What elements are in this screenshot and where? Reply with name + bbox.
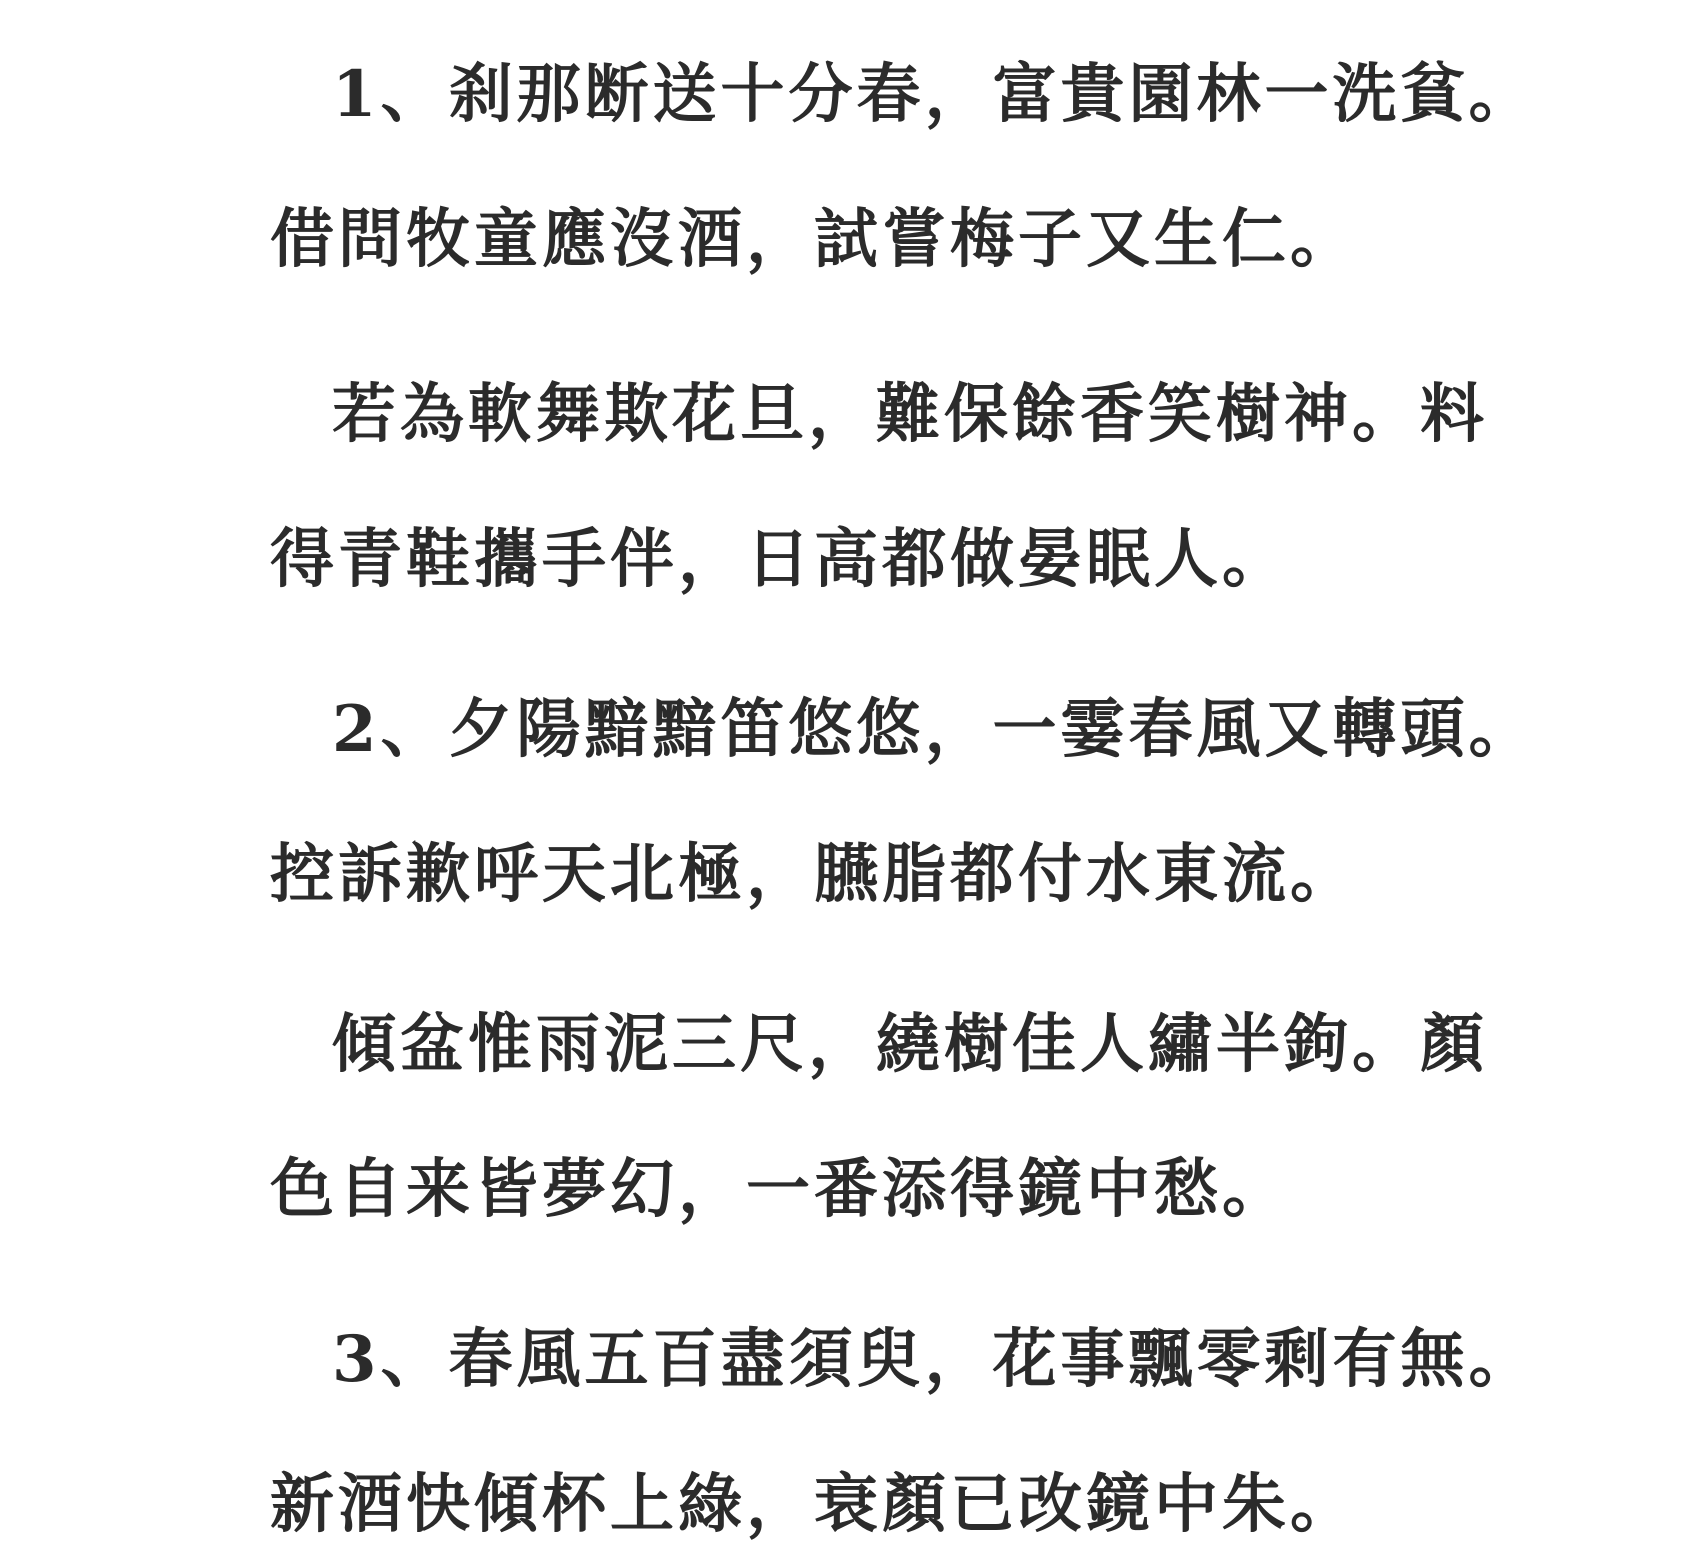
- poem-1-line-2: 借問牧童應沒酒，試嘗梅子又生仁。: [270, 202, 1358, 277]
- poem-1b-line-2: 得青鞋攜手伴，日高都做晏眠人。: [270, 522, 1290, 597]
- poem-2b-line-2: 色自来皆夢幻，一番添得鏡中愁。: [270, 1152, 1290, 1227]
- poem-2-line-2: 控訴歉呼天北極，臙脂都付水東流。: [270, 837, 1358, 912]
- poem-1b-line-1: 若為軟舞欺花旦，難保餘香笑樹神。料: [332, 377, 1488, 452]
- poem-2-line-1: 2、夕陽黯黯笛悠悠，一霎春風又轉頭。: [332, 692, 1537, 767]
- poem-2b-line-1: 傾盆惟雨泥三尺，繞樹佳人繡半鉤。顏: [332, 1007, 1488, 1082]
- poem-3-line-2: 新酒快傾杯上綠，衰顏已改鏡中朱。: [270, 1467, 1358, 1542]
- poem-3-line-1: 3、春風五百盡須臾，花事飄零剩有無。: [332, 1322, 1537, 1397]
- poem-1-line-1: 1、刹那断送十分春，富貴園林一洗貧。: [332, 57, 1537, 132]
